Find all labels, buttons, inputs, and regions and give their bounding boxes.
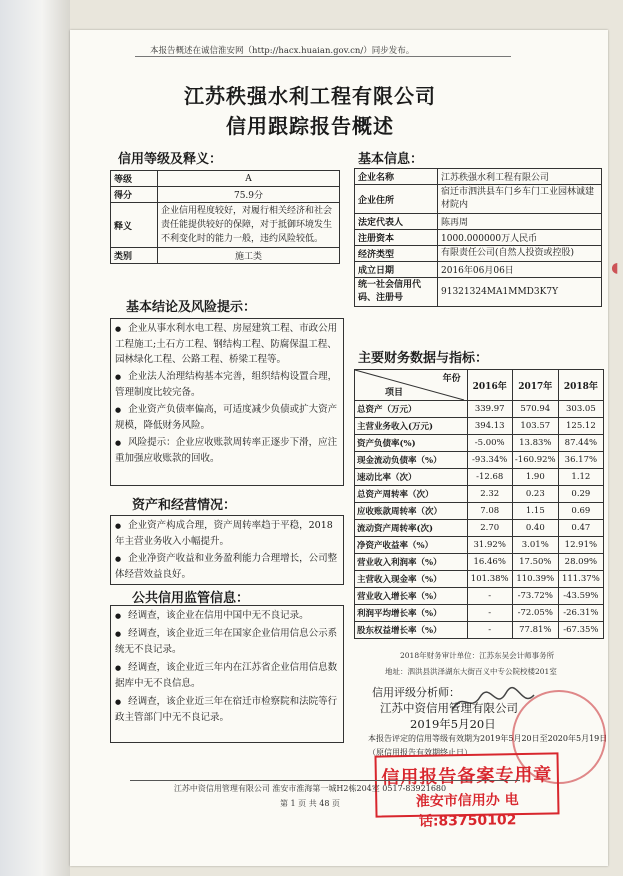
report-date: 2019年5月20日	[410, 717, 496, 731]
address-value: 宿迁市泗洪县车门乡车门工业园林诚建材院内	[438, 185, 602, 214]
corner-header	[355, 370, 467, 400]
list-item: ● 经调查，该企业近三年在宿迁市检察院和法院等行政主管部门中无不良记录。	[115, 694, 339, 726]
economic-type-value: 有限责任公司(自然人投资或控股)	[438, 246, 602, 262]
table-row: 经济类型 有限责任公司(自然人投资或控股)	[355, 246, 602, 262]
issuer-name: 江苏中资信用管理有限公司	[380, 701, 518, 715]
table-row	[111, 187, 340, 203]
stamp-title: 信用报告备案专用章	[381, 764, 553, 789]
grade-label: 等级	[111, 171, 158, 187]
grade-heading: 信用等级及释义：	[118, 152, 223, 167]
footer-company: 江苏中资信用管理有限公司 淮安市淮海第一城H2栋204室 0517-83921680	[173, 784, 447, 793]
publish-notice: 本报告概述在诚信淮安网（http://hacx.huaian.gov.cn/）同步发布。	[150, 46, 415, 56]
supervision-heading: 公共信用监管信息：	[132, 591, 250, 606]
audit-note: 2018年财务审计单位：江苏东吴会计师事务所	[400, 651, 555, 660]
list-item: ● 企业净资产收益和业务盈利能力合理增长，公司整体经营效益良好。	[115, 551, 339, 582]
score-label: 得分	[111, 187, 158, 203]
list-item: ● 企业资产构成合理，资产周转率趋于平稳，2018年主营业务收入小幅提升。	[115, 518, 339, 549]
operation-heading: 资产和经营情况：	[132, 498, 237, 513]
score-value: 75.9分	[158, 187, 340, 203]
meaning-label: 释义	[111, 203, 158, 248]
year-2017-header: 2017年	[512, 370, 558, 401]
table-row: 营业收入增长率（%） - -73.72% -43.59%	[355, 588, 604, 605]
table-row: 法定代表人 陈再周	[355, 214, 602, 230]
legal-rep-value: 陈再周	[438, 214, 602, 230]
footer-rule	[130, 780, 520, 781]
table-row: 利润平均增长率（%） - -72.05% -26.31%	[355, 605, 604, 622]
table-row: 企业住所 宿迁市泗洪县车门乡车门工业园林诚建材院内	[355, 185, 602, 214]
list-item: ● 企业从事水利水电工程、房屋建筑工程、市政公用工程施工;土石方工程、钢结构工程、防腐保温工程、园林绿化工程、公路工程、桥梁工程等。	[115, 321, 339, 367]
table-row	[111, 171, 340, 187]
company-title: 江苏秩强水利工程有限公司	[184, 84, 436, 108]
grade-table	[110, 170, 340, 264]
table-row: 资产负债率(%) -5.00% 13.83% 87.44%	[355, 435, 604, 452]
table-row: 净资产收益率（%） 31.92% 3.01% 12.91%	[355, 537, 604, 554]
table-row	[111, 203, 340, 248]
corner-year-label: 年份	[442, 374, 461, 384]
stamp-contact: 淮安市信用办 电话:83750102	[415, 792, 519, 830]
list-item: ● 经调查，该企业近三年内在江苏省企业信用信息数据库中无不良信息。	[115, 660, 339, 692]
table-row: 速动比率（次） -12.68 1.90 1.12	[355, 469, 604, 486]
table-row: 主营收入现金率（%） 101.38% 110.39% 111.37%	[355, 571, 604, 588]
table-row: 应收账款周转率（次） 7.08 1.15 0.69	[355, 503, 604, 520]
table-header-row	[355, 370, 604, 401]
year-2018-header: 2018年	[558, 370, 603, 401]
supervision-box	[110, 605, 344, 743]
table-row: 现金流动负债率（%） -93.34% -160.92% 36.17%	[355, 452, 604, 469]
capital-value: 1000.000000万人民币	[438, 230, 602, 246]
report-title: 信用跟踪报告概述	[226, 114, 394, 138]
basic-heading: 基本信息：	[358, 152, 424, 167]
corner-item-label: 项目	[385, 388, 404, 398]
analyst-label: 信用评级分析师：	[372, 686, 460, 699]
list-item: ● 企业资产负债率偏高，可适度减少负债或扩大资产规模，降低财务风险。	[115, 402, 339, 433]
list-item: ● 经调查，该企业在信用中国中无不良记录。	[115, 608, 339, 624]
table-row	[111, 248, 340, 264]
financial-table	[354, 369, 604, 639]
company-name-value: 江苏秩强水利工程有限公司	[438, 169, 602, 185]
table-row: 流动资产周转率(次) 2.70 0.40 0.47	[355, 520, 604, 537]
conclusion-box	[110, 318, 344, 486]
basic-info-table	[354, 168, 602, 307]
list-item: ● 风险提示：企业应收账款周转率正逐步下滑，应注重加强应收账款的回收。	[115, 435, 339, 466]
validity-note: 本报告评定的信用等级有效期为2019年5月20日至2020年5月19日（原信用报告有效期终止日）	[368, 734, 608, 757]
table-row: 股东权益增长率（%） - 77.81% -67.35%	[355, 622, 604, 639]
table-row: 营业收入利润率（%） 16.46% 17.50% 28.09%	[355, 554, 604, 571]
year-2016-header: 2016年	[467, 370, 512, 401]
list-item: ● 经调查，该企业近三年在国家企业信用信息公示系统无不良记录。	[115, 626, 339, 658]
table-row: 成立日期 2016年06月06日	[355, 262, 602, 278]
table-row: 注册资本 1000.000000万人民币	[355, 230, 602, 246]
table-row: 总资产（万元） 339.97 570.94 303.05	[355, 401, 604, 418]
table-row: 总资产周转率（次） 2.32 0.23 0.29	[355, 486, 604, 503]
meaning-value: 企业信用程度较好，对履行相关经济和社会责任能提供较好的保障，对于抵御环境发生不利变化时的能力一般，违约风险较低。	[158, 203, 340, 248]
page-number: 第 1 页 共 48 页	[280, 799, 340, 808]
grade-value: A	[158, 171, 340, 187]
table-row: 企业名称 江苏秩强水利工程有限公司	[355, 169, 602, 185]
table-row: 主营业务收入(万元) 394.13 103.57 125.12	[355, 418, 604, 435]
edge-seal-fragment: ◖	[607, 260, 623, 276]
category-value: 施工类	[158, 248, 340, 264]
list-item: ● 企业法人治理结构基本完善，组织结构设置合理，管理制度比较完备。	[115, 369, 339, 400]
founded-date-value: 2016年06月06日	[438, 262, 602, 278]
audit-address-note: 地址：泗洪县洪泽湖东大街百义中专公院校楼201室	[385, 667, 557, 676]
conclusion-heading: 基本结论及风险提示：	[126, 300, 257, 315]
financial-heading: 主要财务数据与指标：	[358, 351, 489, 366]
credit-code-value: 91321324MA1MMD3K7Y	[438, 278, 602, 307]
category-label: 类别	[111, 248, 158, 264]
table-row: 统一社会信用代码、注册号 91321324MA1MMD3K7Y	[355, 278, 602, 307]
operation-box	[110, 515, 344, 585]
header-rule	[135, 56, 511, 57]
